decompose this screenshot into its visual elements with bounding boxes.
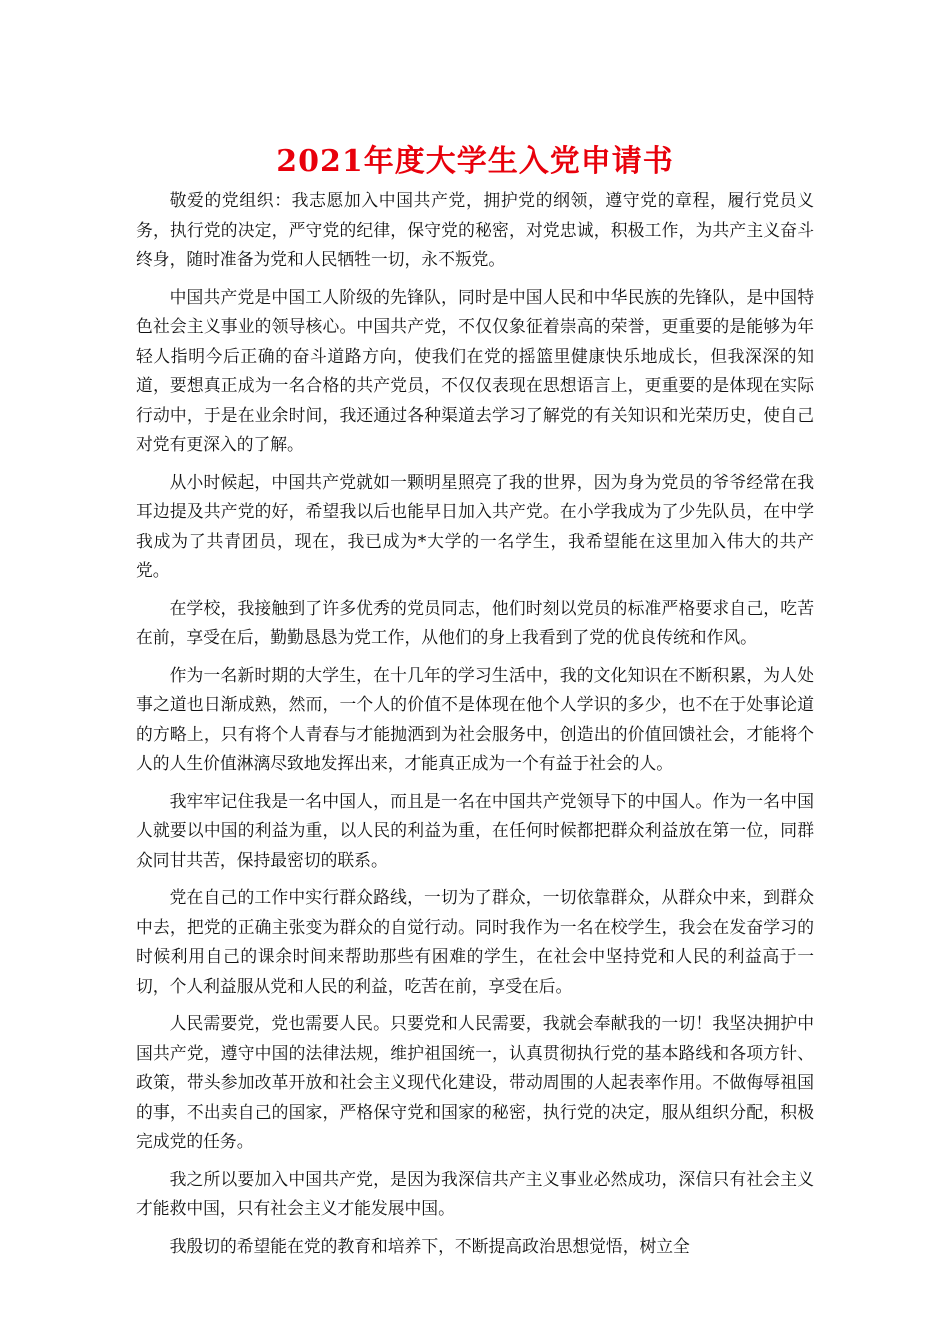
document-body	[136, 186, 814, 1269]
paragraph: 我牢牢记住我是一名中国人，而且是一名在中国共产党领导下的中国人。作为一名中国人就要以中国的利益为重，以人民的利益为重，在任何时候都把群众利益放在第一位，同群众同甘共苦，保持最密切的联系。	[136, 790, 814, 870]
paragraph: 敬爱的党组织：我志愿加入中国共产党，拥护党的纲领，遵守党的章程，履行党员义务，执行党的决定，严守党的纪律，保守党的秘密，对党忠诚，积极工作，为共产主义奋斗终身，随时准备为党和人民牺牲一切，永不叛党。	[136, 190, 814, 269]
paragraph: 在学校，我接触到了许多优秀的党员同志，他们时刻以党员的标准严格要求自己，吃苦在前，享受在后，勤勤恳恳为党工作，从他们的身上我看到了党的优良传统和作风。	[136, 597, 814, 647]
paragraph: 我殷切的希望能在党的教育和培养下，不断提高政治思想觉悟，树立全	[169, 1235, 690, 1256]
paragraph: 从小时候起，中国共产党就如一颗明星照亮了我的世界，因为身为党员的爷爷经常在我耳边提及共产党的好，希望我以后也能早日加入共产党。在小学我成为了少先队员，在中学我成为了共青团员，现在，我已成为*大学的一名学生，我希望能在这里加入伟大的共产党。	[136, 471, 814, 580]
document-title: 2021年度大学生入党申请书	[276, 144, 674, 179]
paragraph: 人民需要党，党也需要人民。只要党和人民需要，我就会奉献我的一切！我坚决拥护中国共产党，遵守中国的法律法规，维护祖国统一，认真贯彻执行党的基本路线和各项方针、政策，带头参加改革开放和社会主义现代化建设，带动周围的人起表率作用。不做侮辱祖国的事，不出卖自己的国家，严格保守党和国家的秘密，执行党的决定，服从组织分配，积极完成党的任务。	[136, 1013, 814, 1151]
paragraph: 中国共产党是中国工人阶级的先锋队，同时是中国人民和中华民族的先锋队，是中国特色社会主义事业的领导核心。中国共产党，不仅仅象征着崇高的荣誉，更重要的是能够为年轻人指明今后正确的奋斗道路方向，使我们在党的摇篮里健康快乐地成长，但我深深的知道，要想真正成为一名合格的共产党员，不仅仅表现在思想语言上，更重要的是体现在实际行动中，于是在业余时间，我还通过各种渠道去学习了解党的有关知识和光荣历史，使自己对党有更深入的了解。	[136, 286, 814, 454]
paragraph: 作为一名新时期的大学生，在十几年的学习生活中，我的文化知识在不断积累，为人处事之道也日渐成熟，然而，一个人的价值不是体现在他个人学识的多少，也不在于处事论道的方略上，只有将个人青春与才能抛洒到为社会服务中，创造出的价值回馈社会，才能将个人的人生价值淋漓尽致地发挥出来，才能真正成为一个有益于社会的人。	[136, 664, 814, 773]
paragraph: 我之所以要加入中国共产党，是因为我深信共产主义事业必然成功，深信只有社会主义才能救中国，只有社会主义才能发展中国。	[136, 1168, 814, 1218]
paragraph: 党在自己的工作中实行群众路线，一切为了群众，一切依靠群众，从群众中来，到群众中去，把党的正确主张变为群众的自觉行动。同时我作为一名在校学生，我会在发奋学习的时候利用自己的课余时间来帮助那些有困难的学生，在社会中坚持党和人民的利益高于一切，个人利益服从党和人民的利益，吃苦在前，享受在后。	[136, 887, 814, 996]
